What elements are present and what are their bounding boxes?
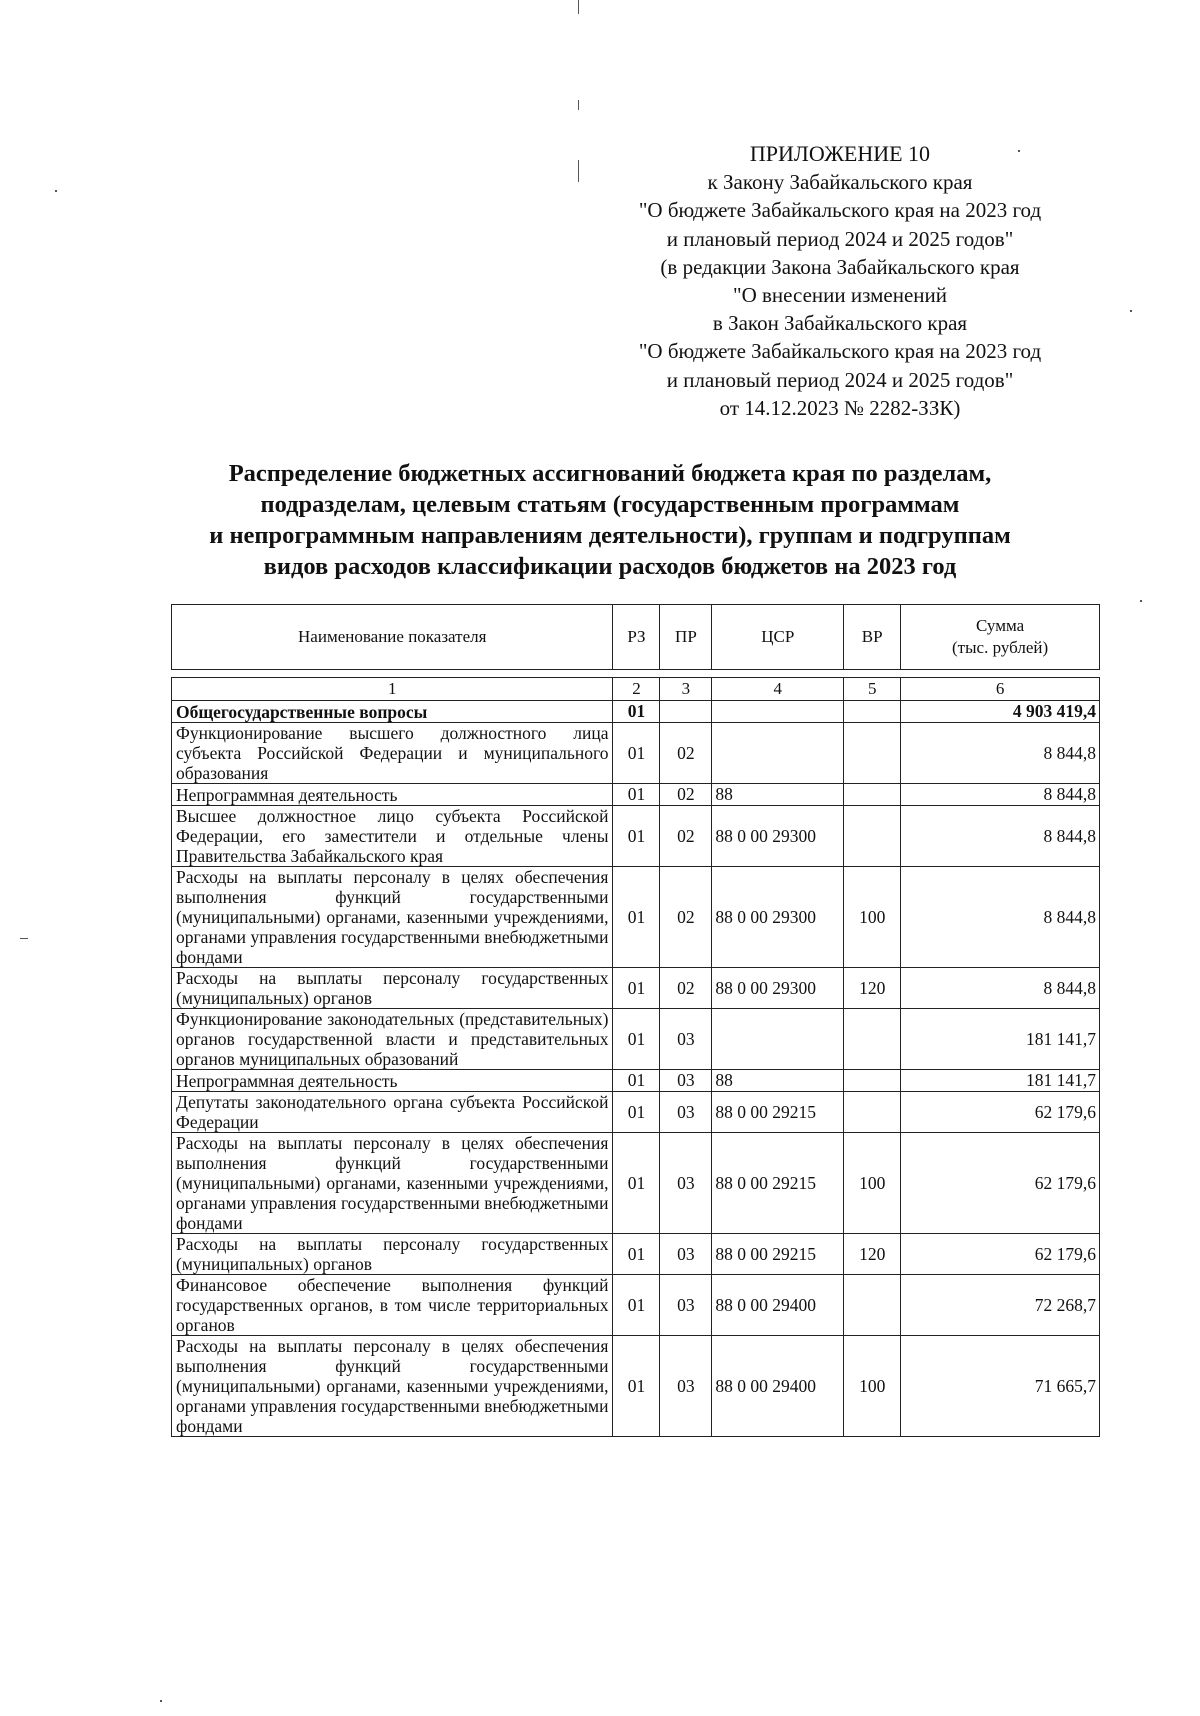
document-title [150,458,1070,582]
table-row [172,1070,1100,1092]
header-sum [901,605,1100,670]
appendix-header [590,140,1090,422]
table-row [172,1133,1100,1234]
cell-sum: 8 844,8 [901,867,1100,968]
cell-sum: 62 179,6 [901,1092,1100,1133]
cell-pr: 03 [660,1234,712,1275]
cell-sum: 8 844,8 [901,806,1100,867]
table-row [172,723,1100,784]
cell-pr: 02 [660,968,712,1009]
cell-vr [844,1009,901,1070]
cell-pr: 03 [660,1009,712,1070]
cell-rz: 01 [613,1336,660,1437]
cell-vr [844,806,901,867]
table-row [172,1336,1100,1437]
cell-csr: 88 0 00 29300 [712,867,844,968]
cell-vr [844,1070,901,1092]
cell-csr: 88 0 00 29300 [712,968,844,1009]
table-row [172,1009,1100,1070]
cell-name: Высшее должностное лицо субъекта Российской Федерации, его заместители и отдельные члены Правительства Забайкальского края [172,806,613,867]
appendix-line: "О внесении изменений [733,283,947,308]
appendix-line: в Закон Забайкальского края [712,311,968,336]
cell-name: Финансовое обеспечение выполнения функций государственных органов, в том числе территориальных органов [172,1275,613,1336]
cell-sum: 8 844,8 [901,784,1100,806]
cell-rz: 01 [613,1275,660,1336]
appendix-line: ПРИЛОЖЕНИЕ 10 [749,141,931,166]
cell-vr: 100 [844,867,901,968]
cell-name: Расходы на выплаты персоналу государственных (муниципальных) органов [172,1234,613,1275]
cell-pr: 02 [660,806,712,867]
column-number: 1 [172,678,613,701]
cell-rz: 01 [613,723,660,784]
cell-name: Расходы на выплаты персоналу в целях обеспечения выполнения функций государственными (муниципальными) органами, казенными учреждениями, органами управления государственными внебюджетными фондами [172,1336,613,1437]
cell-sum: 181 141,7 [901,1009,1100,1070]
cell-sum: 62 179,6 [901,1133,1100,1234]
appendix-line: и плановый период 2024 и 2025 годов" [666,226,1014,251]
cell-sum: 72 268,7 [901,1275,1100,1336]
header-sum-line2: (тыс. рублей) [952,638,1049,657]
cell-vr [844,723,901,784]
cell-pr: 03 [660,1070,712,1092]
cell-vr: 100 [844,1133,901,1234]
column-number: 3 [660,678,712,701]
cell-pr: 03 [660,1275,712,1336]
cell-sum: 4 903 419,4 [901,701,1100,723]
cell-rz: 01 [613,806,660,867]
column-number: 5 [844,678,901,701]
cell-pr: 02 [660,723,712,784]
cell-pr: 03 [660,1336,712,1437]
cell-pr [660,701,712,723]
table-row [172,1234,1100,1275]
cell-name: Депутаты законодательного органа субъекта Российской Федерации [172,1092,613,1133]
header-csr: ЦСР [712,605,844,670]
cell-vr: 120 [844,968,901,1009]
cell-csr: 88 0 00 29215 [712,1092,844,1133]
cell-vr: 120 [844,1234,901,1275]
column-number: 2 [613,678,660,701]
header-name: Наименование показателя [172,605,613,670]
appendix-line: "О бюджете Забайкальского края на 2023 год [638,198,1042,223]
cell-name: Непрограммная деятельность [172,784,613,806]
cell-name: Непрограммная деятельность [172,1070,613,1092]
cell-csr [712,1009,844,1070]
title-line: и непрограммным направлениям деятельности), группам и подгруппам [209,522,1011,549]
header-rz: РЗ [613,605,660,670]
cell-rz: 01 [613,968,660,1009]
table-row [172,784,1100,806]
title-line: видов расходов классификации расходов бюджетов на 2023 год [263,553,957,580]
cell-vr [844,784,901,806]
table-row [172,968,1100,1009]
cell-rz: 01 [613,1070,660,1092]
appendix-line: от 14.12.2023 № 2282-ЗЗК) [719,395,961,420]
cell-name: Функционирование законодательных (представительных) органов государственной власти и представительных органов муниципальных образований [172,1009,613,1070]
column-number: 6 [901,678,1100,701]
cell-name: Расходы на выплаты персоналу в целях обеспечения выполнения функций государственными (муниципальными) органами, казенными учреждениями, органами управления государственными внебюджетными фондами [172,867,613,968]
cell-pr: 03 [660,1092,712,1133]
cell-rz: 01 [613,867,660,968]
cell-vr: 100 [844,1336,901,1437]
table-row [172,1275,1100,1336]
cell-rz: 01 [613,1092,660,1133]
cell-csr: 88 0 00 29215 [712,1234,844,1275]
cell-csr: 88 [712,784,844,806]
cell-name: Функционирование высшего должностного лица субъекта Российской Федерации и муниципального образования [172,723,613,784]
title-line: Распределение бюджетных ассигнований бюджета края по разделам, [228,460,992,487]
table-row [172,806,1100,867]
cell-csr: 88 [712,1070,844,1092]
cell-rz: 01 [613,1133,660,1234]
cell-csr: 88 0 00 29215 [712,1133,844,1234]
cell-rz: 01 [613,1234,660,1275]
cell-csr: 88 0 00 29400 [712,1275,844,1336]
cell-rz: 01 [613,1009,660,1070]
cell-name: Общегосударственные вопросы [172,701,613,723]
cell-csr [712,723,844,784]
cell-vr [844,1275,901,1336]
table-row [172,1092,1100,1133]
column-number-row [172,678,1100,701]
cell-sum: 8 844,8 [901,968,1100,1009]
cell-sum: 8 844,8 [901,723,1100,784]
cell-vr [844,1092,901,1133]
appendix-line: "О бюджете Забайкальского края на 2023 год [638,339,1042,364]
cell-pr: 02 [660,784,712,806]
cell-csr: 88 0 00 29300 [712,806,844,867]
budget-table [171,677,1100,1437]
cell-sum: 62 179,6 [901,1234,1100,1275]
cell-rz: 01 [613,701,660,723]
appendix-line: к Закону Забайкальского края [707,170,973,195]
appendix-line: и плановый период 2024 и 2025 годов" [666,367,1014,392]
header-pr: ПР [660,605,712,670]
column-number: 4 [712,678,844,701]
cell-pr: 02 [660,867,712,968]
cell-csr: 88 0 00 29400 [712,1336,844,1437]
cell-pr: 03 [660,1133,712,1234]
title-line: подразделам, целевым статьям (государственным программам [260,491,960,518]
cell-rz: 01 [613,784,660,806]
cell-name: Расходы на выплаты персоналу в целях обеспечения выполнения функций государственными (муниципальными) органами, казенными учреждениями, органами управления государственными внебюджетными фондами [172,1133,613,1234]
cell-name: Расходы на выплаты персоналу государственных (муниципальных) органов [172,968,613,1009]
header-sum-line1: Сумма [976,616,1025,635]
cell-sum: 181 141,7 [901,1070,1100,1092]
cell-sum: 71 665,7 [901,1336,1100,1437]
table-header [171,604,1100,670]
table-row [172,867,1100,968]
header-vr: ВР [844,605,901,670]
cell-csr [712,701,844,723]
cell-vr [844,701,901,723]
table-row [172,701,1100,723]
appendix-line: (в редакции Закона Забайкальского края [660,254,1020,279]
